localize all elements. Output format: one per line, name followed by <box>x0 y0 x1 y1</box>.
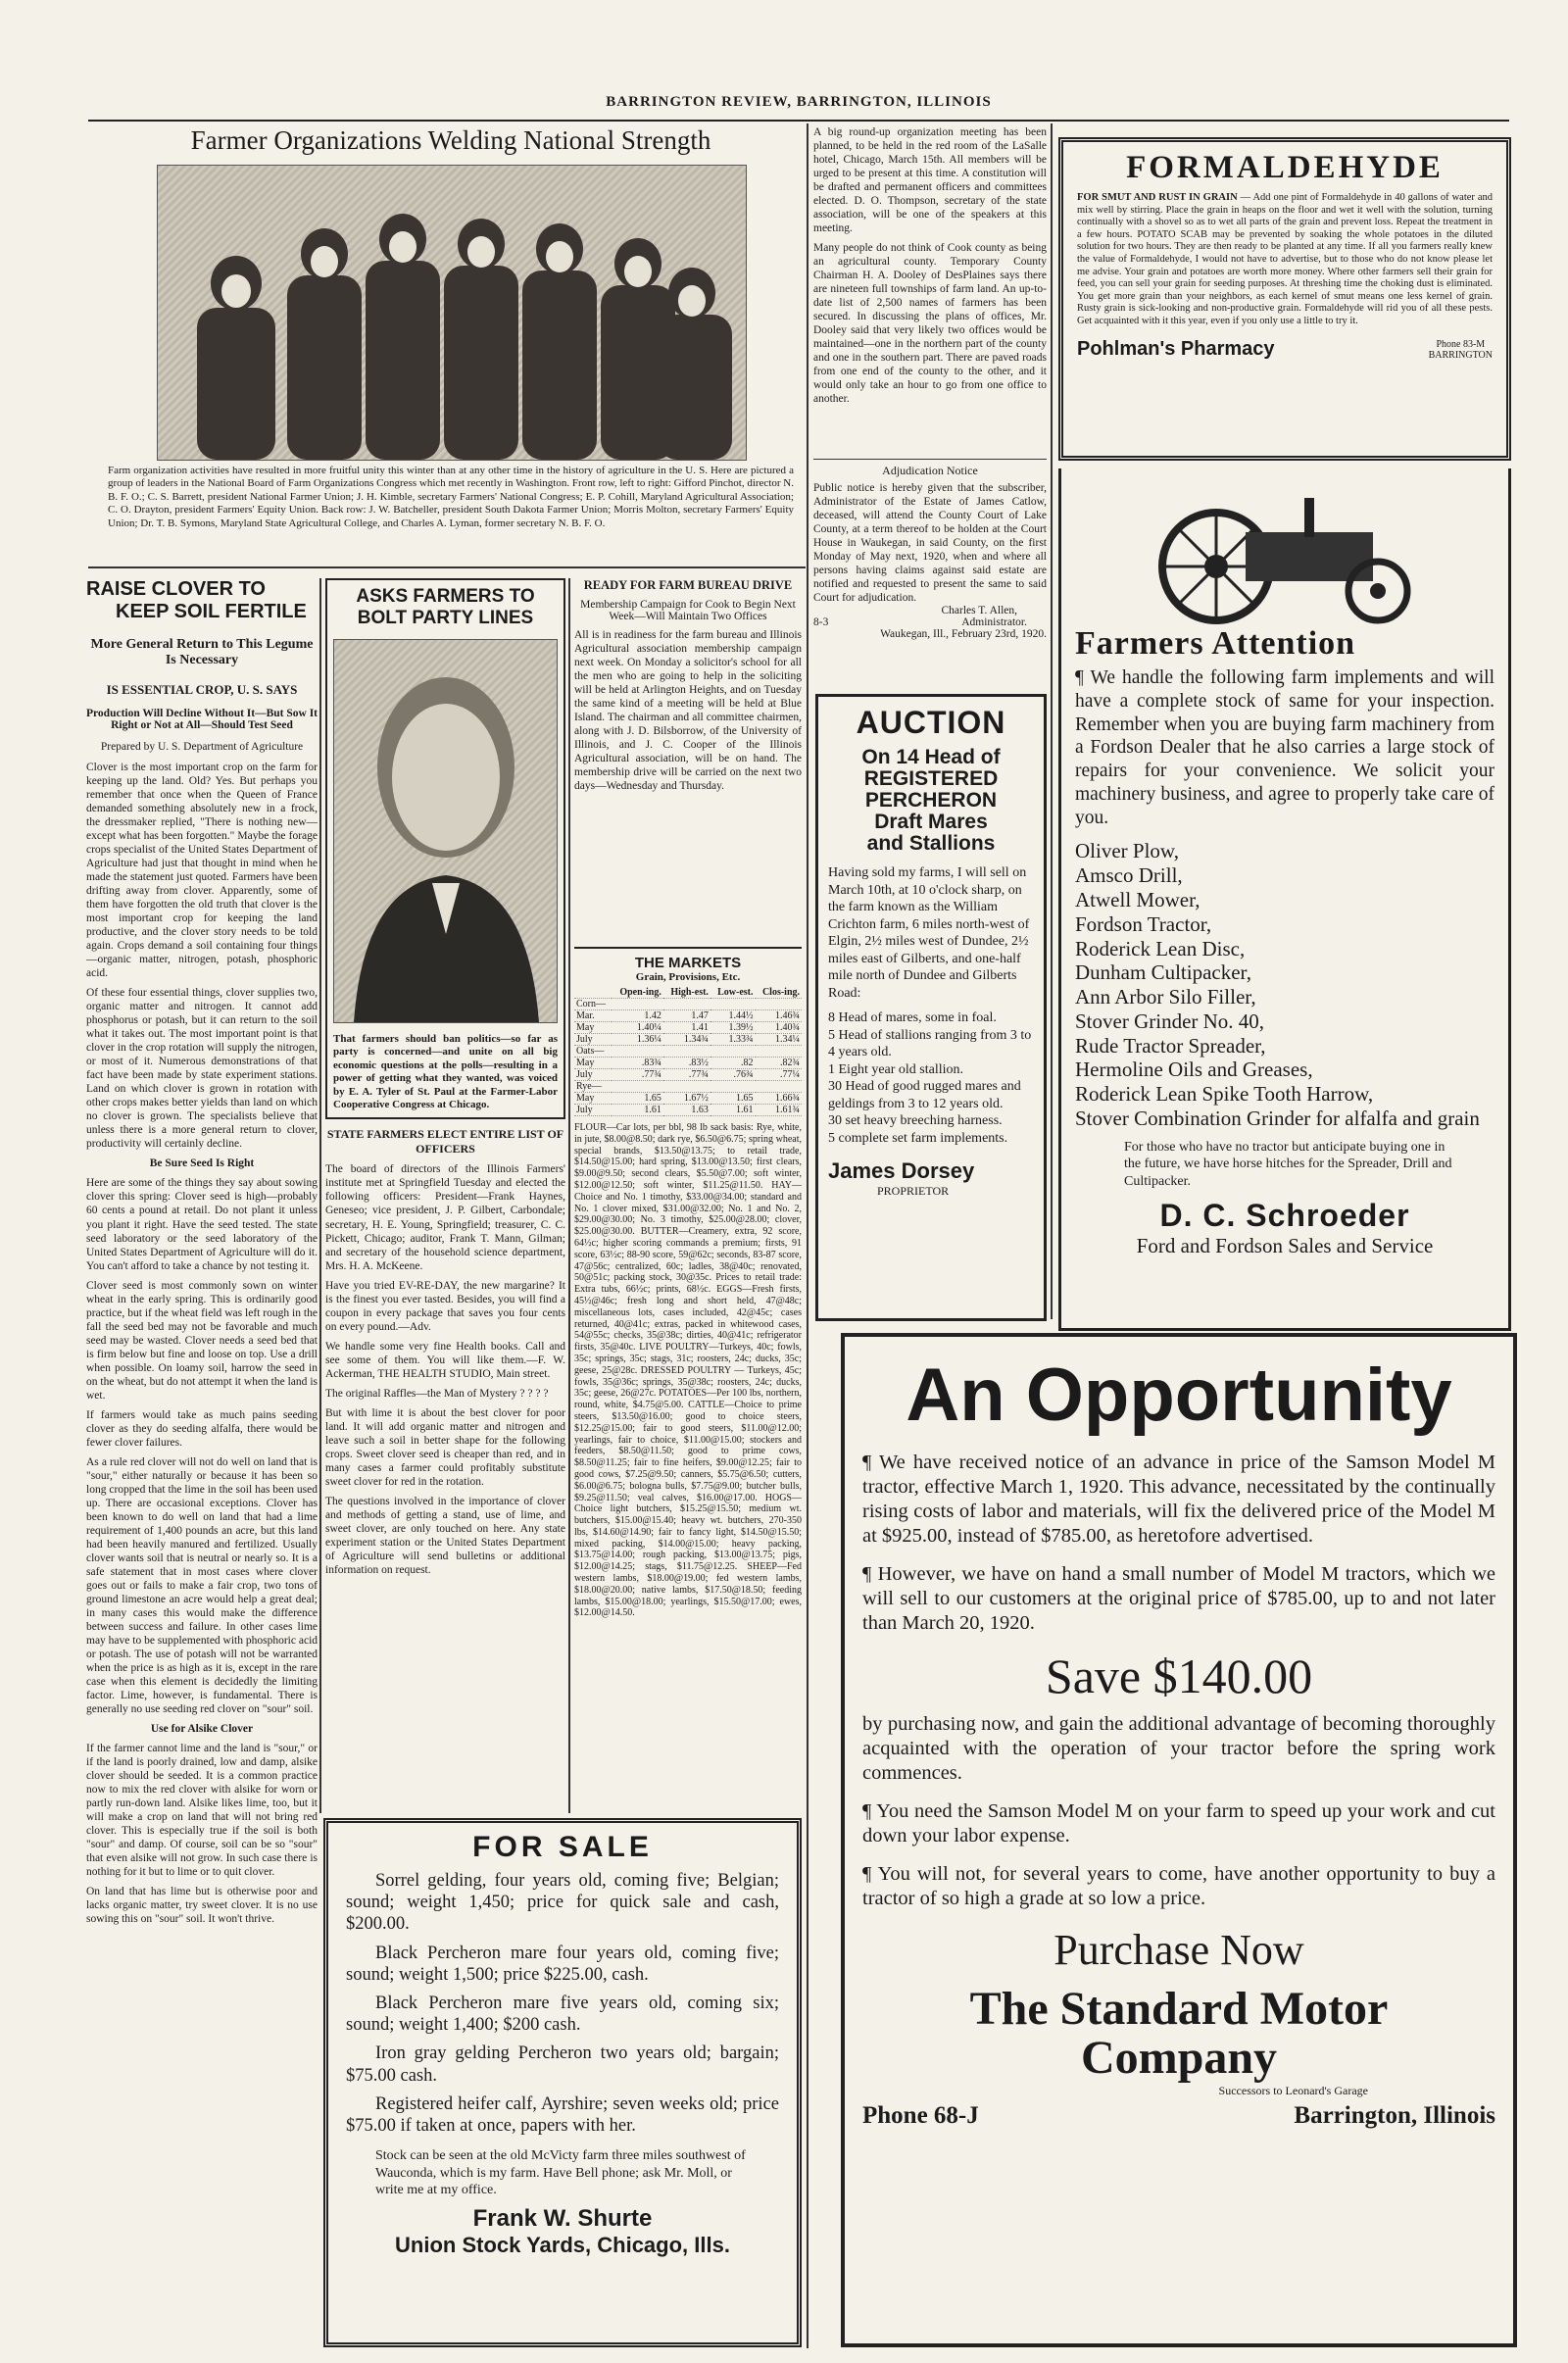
markets-cell: May <box>574 1058 612 1069</box>
adjudication-dateline: Waukegan, Ill., February 23rd, 1920. <box>880 628 1047 641</box>
clover-continued-paragraph: The questions involved in the importance of clover and methods of getting a stand, use of lime, and sweet clover, are only touched on here. Any state experiment station or the United States Department of Agriculture will send bulletins or additional information on request. <box>325 1495 565 1576</box>
opportunity-paragraph: ¶ You will not, for several years to come, have another opportunity to buy a tractor of so high a grade at so low a price. <box>862 1862 1495 1909</box>
clover-article <box>86 578 318 2347</box>
markets-cell: July <box>574 1105 612 1116</box>
implement-item: Hermoline Oils and Greases, <box>1075 1058 1313 1082</box>
farmers-attention-note: For those who have no tractor but anticipate buying one in the future, we have horse hitches for the Spreader, Drill and Cultipacker. <box>1124 1139 1452 1189</box>
farmers-attention-intro: ¶ We handle the following farm implements and will have a complete stock of same for your inspection. Remember when you are buying farm machinery from a Fordson Dealer that he also carries a large stock of repairs for your convenience. We solicit your machinery business, and agree to properly take care of you. <box>1075 667 1494 828</box>
clover-paragraph: If the farmer cannot lime and the land is "sour," or if the land is poorly drained, low and damp, alsike clover should be seeded. It is a common practice now to mix the red clover with alsike for worn or partly run-down land. Alsike likes lime, too, but it will make a crop on land that will not bring red clover. This is especially true if the soil is both "sour" and damp. Of course, soil can be so "sour" that even alsike will not grow. In such case there is nothing for it but to lime or to quit clover. <box>86 1743 318 1879</box>
for-sale-ad <box>323 1818 802 2347</box>
clover-subhead: Be Sure Seed Is Right <box>149 1157 255 1170</box>
clover-paragraph: Here are some of the things they say about sowing clover this spring: Clover seed is high—probably 60 cents a pound at retail. Do not plant it unless you plant it right. Have the seed tested. The state seed laboratory or the seed laboratory of the United States Department of Agriculture will do it. You can't afford to take a chance by not testing it. <box>86 1177 318 1272</box>
bolt-headline-1: ASKS FARMERS TO <box>356 586 535 607</box>
column-rule <box>568 578 570 1813</box>
farm-bureau-article <box>574 578 802 941</box>
farmers-attention-ad <box>1058 468 1511 1331</box>
purchase-now-cta: Purchase Now <box>1054 1925 1304 1974</box>
for-sale-note: Stock can be seen at the old McVicty farm three miles southwest of Wauconda, which is my farm. Have Bell phone; ask Mr. Moll, or write me at my office. <box>375 2148 746 2198</box>
clover-deck-1: More General Return to This Legume Is Necessary <box>90 637 314 667</box>
markets-cell: .77¾ <box>663 1069 710 1081</box>
markets-subtitle: Grain, Provisions, Etc. <box>635 971 741 983</box>
masthead: BARRINGTON REVIEW, BARRINGTON, ILLINOIS <box>88 94 1509 122</box>
tractor-icon <box>1128 478 1442 625</box>
auction-lot-item: 8 Head of mares, some in foal. <box>828 1010 997 1026</box>
implement-item: Stover Grinder No. 40, <box>1075 1009 1265 1033</box>
opportunity-paragraph: ¶ You need the Samson Model M on your farm to speed up your work and cut down your labor expense. <box>862 1799 1495 1846</box>
markets-row <box>574 1022 802 1034</box>
markets-cell: .83½ <box>663 1058 710 1069</box>
clover-continued-paragraph: But with lime it is about the best clover for poor land. It will add organic matter and nitrogen and leave such a soil in better shape for the following crops. Sweet clover seed is cheaper than red, and in many cases a farmer could profitably substitute sweet clover for red in the rotation. <box>325 1406 565 1488</box>
auction-lot-list <box>828 1009 1034 1147</box>
auction-lot-item: 30 Head of good rugged mares and geldings from 3 to 12 years old. <box>828 1079 1021 1111</box>
markets-row <box>574 1058 802 1069</box>
auction-subtitle-1: On 14 Head of <box>861 746 1001 768</box>
markets-header-row <box>574 987 802 999</box>
markets-cell: .77¾ <box>612 1069 662 1081</box>
markets-cell <box>663 1046 710 1058</box>
markets-cell: 1.61 <box>710 1105 756 1116</box>
markets-cell: 1.34¾ <box>663 1034 710 1046</box>
clover-deck-3: Production Will Decline Without It—But Sow It Right or Not at All—Should Test Seed <box>86 708 318 731</box>
raffles-ad: The original Raffles—the Man of Mystery ? ? ? ? <box>325 1387 549 1400</box>
markets-cell <box>612 1081 662 1093</box>
opportunity-paragraph: ¶ We have received notice of an advance in price of the Samson Model M tractor, effective March 1, 1920. This advance, necessitated by the continually rising costs of labor and materials, will fix the delivered price of the Model M at $925.00, instead of $785.00, as heretofore advertised. <box>862 1451 1495 1547</box>
markets-cell <box>756 1081 803 1093</box>
markets-cell: 1.44½ <box>710 1010 756 1022</box>
markets-cell <box>612 999 662 1010</box>
auction-lot-item: 5 Head of stallions ranging from 3 to 4 years old. <box>828 1027 1032 1060</box>
savings-amount: Save $140.00 <box>1045 1648 1313 1703</box>
markets-cell: 1.40¼ <box>612 1022 662 1034</box>
everday-ad: Have you tried EV-RE-DAY, the new margarine? It is the finest you ever tasted. Besides, you will find a coupon in every package that saves you four cents on every pound.—Adv. <box>325 1279 565 1333</box>
adjudication-headline: Adjudication Notice <box>882 464 978 477</box>
for-sale-list <box>346 1870 779 2137</box>
markets-cell <box>710 1081 756 1093</box>
schroeder-tagline: Ford and Fordson Sales and Service <box>1136 1234 1434 1258</box>
clover-subhead: Use for Alsike Clover <box>150 1723 254 1736</box>
markets-row <box>574 1069 802 1081</box>
clover-byline: Prepared by U. S. Department of Agriculture <box>100 741 304 753</box>
markets-cell: 1.41 <box>663 1022 710 1034</box>
implement-item: Rude Tractor Spreader, <box>1075 1033 1266 1058</box>
implement-item: Roderick Lean Disc, <box>1075 936 1246 960</box>
auction-subtitle-2: REGISTERED <box>863 767 999 791</box>
company-phone: Phone 68-J <box>862 2101 979 2129</box>
markets-cell: .82 <box>710 1058 756 1069</box>
farm-bureau-paragraph: All is in readiness for the farm bureau and Illinois Agricultural association membership campaign next week. On Monday a solicitor's school for all the men who are going to help in the soliciting will be held at Arlington Heights, and on Tuesday the same kind of a meeting will be held at Blue Island. The chairman and all committee chairmen, along with J. D. Bilsborrow, of the University of Illinois, and J. C. Cooper of the Illinois Agricultural association, will be on hand. The membership drive will be carried on the next two days—Wednesday and Thursday. <box>574 629 802 793</box>
auction-subtitle-5: and Stallions <box>866 832 996 856</box>
markets-article <box>574 947 802 1809</box>
schroeder-name: D. C. Schroeder <box>1159 1198 1410 1234</box>
clover-paragraph: Clover is the most important crop on the farm for keeping up the land. Old? Yes. But perhaps you remember that once when the Queen of France demanded something absolutely new in a frock, the dressmaker replied, "There is nothing new—except what has been forgotten." Maybe the forage crops specialist of the United States Department of Agriculture had just that thought in mind when he made the statement just quoted. Farmers have been drifting away from clover. Apparently, some of them have forgotten the old truth that clover is the most important crop for keeping the land productive, and the clover story needs to be told again. Crops demand a soil containing four things—organic matter, nitrogen, potash, phosphoric acid. <box>86 762 318 980</box>
clover-paragraph: Of these four essential things, clover supplies two, organic matter and nitrogen. It cannot add phosphorus or potash, but it can return to the soil what it takes out. The most important point is that clover in the crop rotation will supply the nitrogen, or most of it. Numerous demonstrations of that fact have been made by state experiment stations. Land on which clover is grown in rotation with other crops makes better yields than land on which no clover is grown. The specialists believe that unless there is a more general return to clover, productivity will certainly decline. <box>86 987 318 1151</box>
farm-bureau-paragraph: Many people do not think of Cook county as being an agricultural county. Temporary County Chairman H. A. Dooley of DesPlaines says there are nineteen full townships of farm land. An up-to-date list of 2,500 names of farmers has been secured. In discussing the plans of offices, Mr. Dooley said that very likely two offices would be maintained—one in the northern part of the county and one in the southern part. There are paved roads from one end of the county to the other, and it would only take an hour to go from one office to another. <box>813 242 1047 406</box>
farmers-attention-title: Farmers Attention <box>1075 625 1356 662</box>
company-successor: Successors to Leonard's Garage <box>1218 2083 1368 2097</box>
adjudication-ref: 8-3 <box>813 616 829 629</box>
portrait-image <box>334 640 559 1022</box>
farm-bureau-deck: Membership Campaign for Cook to Begin Next Week—Will Maintain Two Offices <box>580 599 796 622</box>
markets-cell <box>663 999 710 1010</box>
tyler-portrait <box>333 639 558 1023</box>
markets-title: THE MARKETS <box>634 955 742 971</box>
for-sale-item: Sorrel gelding, four years old, coming five; Belgian; sound; weight 1,450; price for quick sale and cash, $200.00. <box>346 1871 779 1935</box>
seller-address: Union Stock Yards, Chicago, Ills. <box>395 2232 730 2257</box>
bolt-article <box>325 578 565 1813</box>
markets-cell: .83¾ <box>612 1058 662 1069</box>
markets-cell: 1.65 <box>612 1093 662 1105</box>
pharmacy-name: Pohlman's Pharmacy <box>1077 337 1275 360</box>
implement-item: Amsco Drill, <box>1075 863 1183 888</box>
section-rule <box>88 566 806 568</box>
for-sale-item: Black Percheron mare four years old, coming five; sound; weight 1,500; price $225.00, cash. <box>346 1943 779 1985</box>
for-sale-item: Iron gray gelding Percheron two years old; bargain; $75.00 cash. <box>346 2043 779 2086</box>
tractor-illustration <box>1075 478 1494 625</box>
markets-cell <box>710 1046 756 1058</box>
markets-cell: .82¾ <box>756 1058 803 1069</box>
company-name-2: Company <box>1080 2032 1278 2085</box>
adjudication-title: Administrator. <box>961 616 1027 629</box>
seller-name: Frank W. Shurte <box>472 2204 653 2232</box>
markets-cell: July <box>574 1034 612 1046</box>
markets-cell: .77¼ <box>756 1069 803 1081</box>
clover-headline-1: RAISE CLOVER TO <box>86 578 266 600</box>
markets-cell: Corn— <box>574 999 612 1010</box>
column-rule <box>319 578 321 1813</box>
markets-cell: 1.33¾ <box>710 1034 756 1046</box>
markets-row <box>574 1010 802 1022</box>
company-name-1: The Standard Motor <box>969 1982 1389 2035</box>
markets-row <box>574 1034 802 1046</box>
markets-cell: 1.34¼ <box>756 1034 803 1046</box>
markets-cell: Rye— <box>574 1081 612 1093</box>
markets-cell: 1.42 <box>612 1010 662 1022</box>
auction-intro: Having sold my farms, I will sell on March 10th, at 10 o'clock sharp, on the farm known as the William Crichton farm, 6 miles north-west of Elgin, 2½ miles west of Dundee, 2½ miles east of Gilberts, and one-half mile north of Dundee and Gilberts Road: <box>828 865 1030 1001</box>
implement-item: Stover Combination Grinder for alfalfa and grain <box>1075 1106 1480 1130</box>
markets-cell: Oats— <box>574 1046 612 1058</box>
clover-paragraph: On land that has lime but is otherwise poor and lacks organic matter, try sweet clover. It is no use sowing this on "sour" soil. It won't thrive. <box>86 1886 318 1926</box>
group-of-leaders-image <box>158 166 746 460</box>
markets-header-cell <box>574 987 612 999</box>
implement-item: Roderick Lean Spike Tooth Harrow, <box>1075 1082 1374 1107</box>
bolt-headline-2: BOLT PARTY LINES <box>357 608 534 628</box>
markets-row <box>574 1046 802 1058</box>
farm-bureau-continued <box>813 125 1047 454</box>
markets-cell <box>710 999 756 1010</box>
auction-title: AUCTION <box>856 705 1006 740</box>
for-sale-title: FOR SALE <box>472 1831 653 1863</box>
farm-bureau-paragraph: A big round-up organization meeting has been planned, to be held in the red room of the LaSalle hotel, Chicago, March 15th. All members will be urged to be present at this time. A constitution will be drafted and permanent officers and committees elected. D. O. Thompson, secretary of the state association, will be one of the speakers at this meeting. <box>813 126 1047 235</box>
farmer-orgs-article <box>98 125 804 566</box>
clover-headline-2: KEEP SOIL FERTILE <box>116 601 307 622</box>
markets-cell: 1.65 <box>710 1093 756 1105</box>
implement-item: Oliver Plow, <box>1075 839 1179 863</box>
formaldehyde-ad: FORMALDEHYDE FOR SMUT AND RUST IN GRAIN — Add one pint of Formaldehyde in 40 gallons of water and mix well by stirring. Place the grain in heaps on the floor and wet it well with the solution, turning continually with a shovel so as to wet all parts of the grain and prevent loss. Repeat the treatment in a few hours. POTATO SCAB may be prevented by soaking the whole potatoes in the diluted solution for two hours. They are then ready to be planted at any time. If all you farmers really knew the value of Formaldehyde, I would not have to advertise, but to those who do not know please let me advise. Your grain and potatoes are worth more money. Where other farmers sell their grain for feed, you can sell your grain for seeding purposes. At threshing time the choking dust is eliminated. You get more grain than your neighbors, as each kernel of smut means one less kernel of grain. Rusty grain is sick-looking and non-productive grain. Formaldehyde will rid you of all these pests. Get acquainted with it this year, even if you only use a little to try it. Pohlman's Pharmacy Phone 83-M BARRINGTON <box>1058 137 1511 461</box>
for-sale-item: Black Percheron mare five years old, coming six; sound; weight 1,400; $200 cash. <box>346 1993 779 2036</box>
markets-cell: 1.63 <box>663 1105 710 1116</box>
markets-text: FLOUR—Car lots, per bbl, 98 lb sack basis: Rye, white, in jute, $8.00@8.50; dark rye, $6.50@6.75; spring wheat, special brands, $13.50@13.75; to retail trade, $14.50@15.00; hard spring, $13.00@13.50; first clears, $9.00@9.50; second clears, $5.50@7.00; soft winter, $12.00@12.50; soft winter, $11.25@11.50. HAY—Choice and No. 1 timothy, $33.00@34.00; standard and No. 1 clover mixed, $31.00@32.00; No. 1 and No. 2, $29.00@30.00; No. 3 timothy, $25.00@28.00; clover, $25.00@30.00. BUTTER—Creamery, extra, 92 score, 64½c; higher scoring commands a premium; firsts, 91 score, 63½c; 88-90 score, 59@62c; seconds, 83-87 score, 47@56c; centralized, 60c; ladles, 38@40c; renovated, 50@51c; packing stock, 30@35c. Prices to retail trade: Extra tubs, 66½c; prints, 68½c. EGGS—Fresh firsts, 45½@46c; fresh long and short held, 47@48c; miscellaneous lots, cases included, 42@45c; cases returned, 40@41c; extras, packed in whitewood cases, 54@55c; checks, 35@38c; dirties, 40@41c; refrigerator firsts, 35@40c. LIVE POULTRY—Turkeys, 40c; fowls, 35c; springs, 35c; stags, 31c; roosters, 24c; ducks, 35c; geese, 25@28c. DRESSED POULTRY — Turkeys, 45c; fowls, 35@36c; springs, 35@38c; roosters, 24c; ducks, 35c; geese, 26@27c. POTATOES—Per 100 lbs, northern, round, white, $4.75@5.00. CATTLE—Choice to prime steers, $13.50@16.00; good to choice steers, $12.25@15.00; fair to good steers, $11.00@12.00; yearlings, fair to choice, $11.00@15.00; stockers and feeders, $8.50@11.50; good to prime cows, $8.50@11.25; fair to fine heifers, $9.00@12.25; fair to good cows, $7.25@9.50; canners, $5.75@6.50; cutters, $6.00@6.75; bologna bulls, $7.75@9.00; butcher bulls, $9.25@11.50; veal calves, $16.00@17.00. HOGS—Choice light butchers, $15.25@15.50; medium wt. butchers, $15.00@15.40; heavy wt. butchers, 270-350 lbs, $14.60@14.90; fair to fancy light, $14.50@15.50; mixed packing, $14.00@15.00; heavy packing, $13.75@14.00; rough packing, $13.00@13.75; pigs, $12.00@14.25; stags, $11.75@12.25. SHEEP—Fed western lambs, $18.00@19.00; fed western lambs, $18.00@20.00; native lambs, $17.50@18.50; feeding lambs, $15.00@18.00; yearlings, $15.50@17.00; ewes, $12.00@14.50. <box>574 1122 802 1619</box>
markets-row <box>574 999 802 1010</box>
markets-cell <box>756 999 803 1010</box>
column-rule <box>807 123 808 2348</box>
markets-cell: 1.39½ <box>710 1022 756 1034</box>
farmer-orgs-photo <box>157 165 747 461</box>
for-sale-item: Registered heifer calf, Ayrshire; seven weeks old; price $75.00 if taken at once, papers with her. <box>346 2093 779 2136</box>
auction-proprietor-role: PROPRIETOR <box>877 1184 950 1199</box>
markets-header-cell: Open-ing. <box>612 987 662 999</box>
markets-cell: 1.36¼ <box>612 1034 662 1046</box>
markets-cell: 1.46¾ <box>756 1010 803 1022</box>
markets-cell: 1.61 <box>612 1105 662 1116</box>
formaldehyde-title: FORMALDEHYDE <box>1126 150 1444 185</box>
opportunity-title: An Opportunity <box>906 1354 1452 1437</box>
bolt-caption: That farmers should ban politics—so far as party is concerned—and unite on all big economic questions at the polls—resulting in a power of getting what they wanted, was voiced by E. A. Tyler of St. Paul at the Farmer-Labor Cooperative Congress at Chicago. <box>333 1033 558 1111</box>
auction-subtitle-3: PERCHERON <box>864 789 998 812</box>
markets-header-cell: Clos-ing. <box>756 987 803 999</box>
implement-item: Ann Arbor Silo Filler, <box>1075 985 1256 1009</box>
pharmacy-phone: Phone 83-M <box>1436 338 1486 350</box>
adjudication-notice <box>813 459 1047 684</box>
markets-cell: May <box>574 1022 612 1034</box>
opportunity-paragraph: ¶ However, we have on hand a small number of Model M tractors, which we will sell to our customers at the original price of $785.00, up to and not later than March 20, 1920. <box>862 1562 1495 1634</box>
clover-deck-2: IS ESSENTIAL CROP, U. S. SAYS <box>106 682 298 697</box>
column-rule <box>1051 123 1053 1319</box>
markets-cell: 1.66¾ <box>756 1093 803 1105</box>
farm-bureau-headline: READY FOR FARM BUREAU DRIVE <box>583 578 793 592</box>
auction-subtitle-4: Draft Mares <box>874 811 988 834</box>
clover-paragraph: As a rule red clover will not do well on land that is "sour," either naturally or because it has been so long cropped that the lime in the soil has been used up. There are occasional exceptions. Clover has been known to do well on land that had a lime requirement of 1,400 pounds an acre, but this land had been heavily manured and fertilized. Usually clover wants soil that is neutral or nearly so. It is a safe statement that in most cases where clover goes out or fails to make a fair crop, two tons of ground limestone an acre would help a great deal; in many cases this would make the difference between success and failure. In other cases lime may have to be supplemented with phosphoric acid or potash. The use of potash will not be warranted when the price is as high as it is, except in the rare case when this element is decidedly the limiting factor. Lime, however, is fundamental. There is generally no use seeding red clover on "sour" soil. <box>86 1455 318 1716</box>
markets-cell: 1.67½ <box>663 1093 710 1105</box>
formaldehyde-subtitle: FOR SMUT AND RUST IN GRAIN <box>1077 192 1238 203</box>
clover-paragraph: Clover seed is most commonly sown on winter wheat in the early spring. This is ordinarily good practice, but if the wheat field was left rough in the fall the seed bed may not be favorable and much seed may be wasted. Clover needs a seed bed that is firm below but fine and loose on top. Use a drill when possible. On loamy soil, harrow the seed in on the wheat, but do not attempt it when the land is wet. <box>86 1279 318 1402</box>
farmer-orgs-caption: Farm organization activities have resulted in more fruitful unity this winter than at any other time in the history of agriculture in the U. S. Here are pictured a group of leaders in the National Board of Farm Organizations Congress which met recently in Washington. Front row, left to right: Gifford Pinchot, director N. B. F. O.; C. S. Barrett, president National Farmer Union; J. H. Kimble, secretary Farmers' National Congress; E. P. Cohill, Maryland Agricultural Association; C. O. Drayton, president Farmers' Equity Union. Back row: J. W. Batcheller, president South Dakota Farmer Union; Morris Molton, secretary Farmers' Equity Union; Dr. T. B. Symons, Maryland State Agricultural College, and Charles A. Lyman, former secretary N. B. F. O. <box>108 465 794 529</box>
auction-ad <box>815 694 1047 1321</box>
opportunity-paragraph: by purchasing now, and gain the additional advantage of becoming thoroughly acquainted with the operation of your tractor before the spring work commences. <box>862 1712 1495 1784</box>
health-studio-ad: We handle some very fine Health books. Call and see some of them. You will like them.—F. W. Ackerman, THE HEALTH STUDIO, Main street. <box>325 1340 565 1380</box>
markets-header-cell: Low-est. <box>710 987 756 999</box>
implement-item: Fordson Tractor, <box>1075 911 1212 936</box>
opportunity-ad <box>841 1333 1517 2347</box>
adjudication-body: Public notice is hereby given that the subscriber, Administrator of the Estate of James Catlow, deceased, will attend the County Court of Lake County, at a term thereof to be holden at the Court House in Waukegan, in said County, on the first Monday of May next, 1920, when and where all persons having claims against said estate are notified and requested to present the same to said Court for adjudication. <box>813 482 1047 605</box>
markets-cell: July <box>574 1069 612 1081</box>
implement-list <box>1075 839 1494 1130</box>
markets-row <box>574 1093 802 1105</box>
markets-cell: Mar. <box>574 1010 612 1022</box>
markets-header-cell: High-est. <box>663 987 710 999</box>
company-town: Barrington, Illinois <box>1294 2101 1495 2129</box>
markets-row <box>574 1081 802 1093</box>
formaldehyde-body: Add one pint of Formaldehyde in 40 gallons of water and mix well by stirring. Place the grain in heaps on the floor and wet it well with the solution, turning continually with a shovel so as to wet all parts of the grain and prevent loss. Repeat the treatment in a few hours. POTATO SCAB may be prevented by soaking the whole potatoes in the diluted solution for two hours. They are then ready to be planted at any time. If all you farmers really knew the value of Formaldehyde, I would not have to advertise, but to those who do not know please let me advise. Your grain and potatoes are worth more money. Where other farmers sell their grain for feed, you can sell your grain for seeding purposes. At threshing time the choking dust is eliminated. You get more grain than your neighbors, as each kernel of smut means one less kernel of grain. Rusty grain is sick-looking and non-productive grain. Formaldehyde will rid you of all these pests. Get acquainted with it this year, even if you only use a little to try it. <box>1077 192 1494 326</box>
state-farmers-paragraph: The board of directors of the Illinois Farmers' institute met at Springfield Tuesday and elected the following officers: President—Frank Haynes, Geneseo; vice president, J. P. Gilbert, Carbondale; secretary, H. E. Young, Springfield; treasurer, C. C. Pickett, Chicago; auditor, Frank T. Mann, Gilman; and secretary of the household science department, Mrs. H. A. McKeene. <box>325 1163 565 1272</box>
markets-cell <box>612 1046 662 1058</box>
pharmacy-town: BARRINGTON <box>1428 349 1493 361</box>
auction-lot-item: 30 set heavy breeching harness. <box>828 1113 1003 1129</box>
markets-cell: 1.61¾ <box>756 1105 803 1116</box>
implement-item: Atwell Mower, <box>1075 888 1200 911</box>
state-farmers-headline: STATE FARMERS ELECT ENTIRE LIST OF OFFICERS <box>326 1127 564 1157</box>
adjudication-signer: Charles T. Allen, <box>941 605 1017 617</box>
auction-lot-item: 5 complete set farm implements. <box>828 1130 1008 1146</box>
markets-cell: .76¾ <box>710 1069 756 1081</box>
clover-paragraph: If farmers would take as much pains seeding clover as they do seeding alfalfa, there would be fewer clover failures. <box>86 1408 318 1449</box>
markets-cell: May <box>574 1093 612 1105</box>
markets-cell <box>663 1081 710 1093</box>
farmer-orgs-headline: Farmer Organizations Welding National Strength <box>190 125 711 155</box>
implement-item: Dunham Cultipacker, <box>1075 960 1251 985</box>
markets-cell: 1.47 <box>663 1010 710 1022</box>
markets-cell: 1.40¾ <box>756 1022 803 1034</box>
markets-row <box>574 1105 802 1116</box>
markets-cell <box>756 1046 803 1058</box>
markets-table <box>574 987 802 1116</box>
auction-lot-item: 1 Eight year old stallion. <box>828 1061 964 1077</box>
auction-proprietor-name: James Dorsey <box>828 1158 975 1184</box>
